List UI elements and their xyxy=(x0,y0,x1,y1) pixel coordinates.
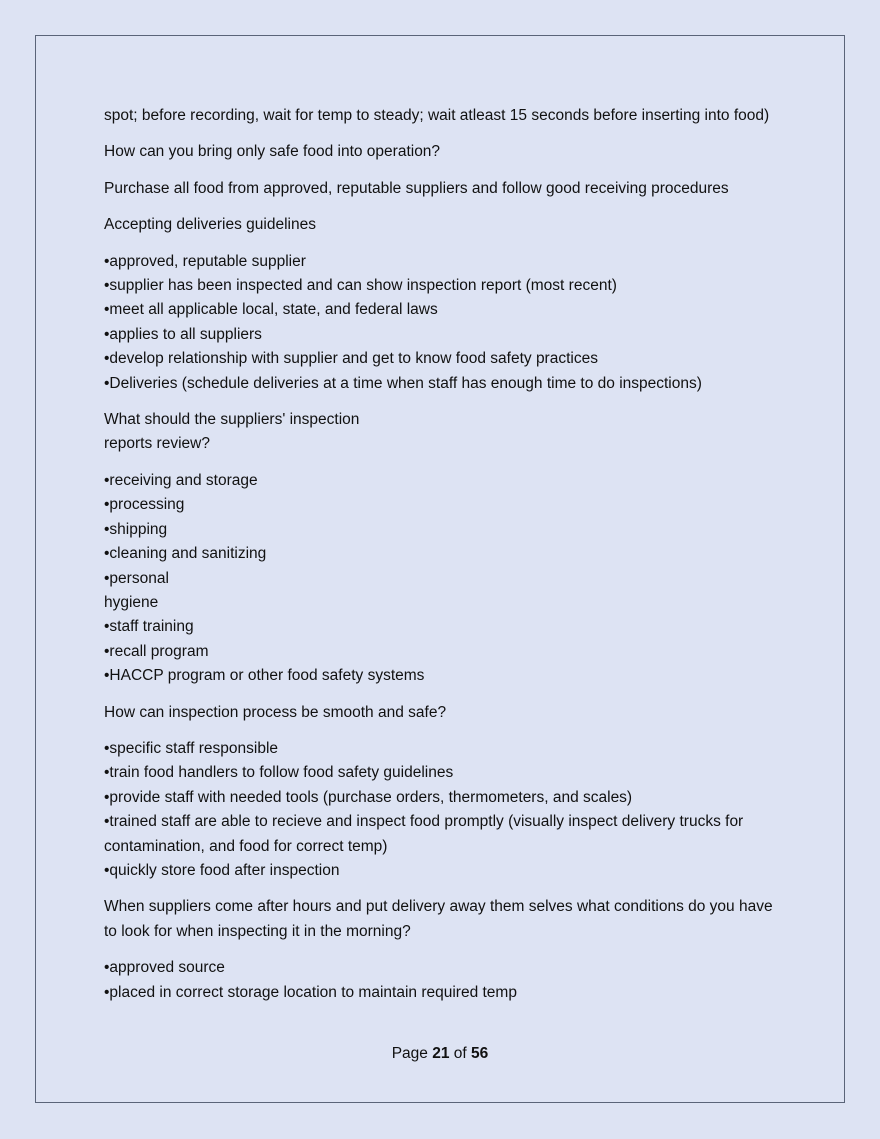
bullet-list xyxy=(104,250,784,396)
list-item: •HACCP program or other food safety systems xyxy=(104,667,425,685)
bullet-list xyxy=(104,737,784,883)
list-item: •meet all applicable local, state, and federal laws xyxy=(104,301,438,319)
list-item: •cleaning and sanitizing xyxy=(104,545,267,563)
list-item: •quickly store food after inspection xyxy=(104,861,340,879)
list-item: •approved source xyxy=(104,959,225,977)
list-item: •provide staff with needed tools (purchase orders, thermometers, and scales) xyxy=(104,788,633,806)
list-item: •specific staff responsible xyxy=(104,739,279,757)
list-item: •trained staff are able to recieve and inspect food promptly (visually inspect delivery trucks for contamination, and food for correct temp) xyxy=(104,813,744,855)
list-item: •approved, reputable supplier xyxy=(104,252,306,270)
of-label: of xyxy=(453,1045,467,1062)
list-item: •applies to all suppliers xyxy=(104,325,262,343)
list-item: •train food handlers to follow food safety guidelines xyxy=(104,764,454,782)
question-line: What should the suppliers' inspection xyxy=(104,411,360,429)
list-item: •supplier has been inspected and can show inspection report (most recent) xyxy=(104,277,617,295)
list-item: hygiene xyxy=(104,593,159,611)
list-item: •shipping xyxy=(104,520,168,538)
list-item: •recall program xyxy=(104,642,209,660)
paragraph: spot; before recording, wait for temp to steady; wait atleast 15 seconds before inserting into food) xyxy=(104,107,770,124)
list-item: •personal xyxy=(104,569,169,587)
question-heading: How can inspection process be smooth and safe? xyxy=(104,703,447,721)
list-item: •processing xyxy=(104,496,185,514)
paragraph: Purchase all food from approved, reputable suppliers and follow good receiving procedures xyxy=(104,179,729,197)
page-label: Page xyxy=(391,1045,428,1062)
current-page-number: 21 xyxy=(432,1045,450,1062)
list-item: •placed in correct storage location to maintain required temp xyxy=(104,983,517,1001)
list-item: •develop relationship with supplier and get to know food safety practices xyxy=(104,350,598,368)
list-item: •receiving and storage xyxy=(104,471,258,489)
bullet-list xyxy=(104,956,784,1005)
document-body xyxy=(104,104,784,1017)
question-heading: When suppliers come after hours and put delivery away them selves what conditions do you have to look for when inspecting it in the morning? xyxy=(104,898,773,940)
bullet-list xyxy=(104,469,784,689)
question-heading xyxy=(104,408,784,457)
list-item: •staff training xyxy=(104,618,194,636)
page-footer xyxy=(0,1045,880,1063)
section-heading: Accepting deliveries guidelines xyxy=(104,216,316,234)
list-item: •Deliveries (schedule deliveries at a time when staff has enough time to do inspections) xyxy=(104,374,702,392)
question-heading: How can you bring only safe food into operation? xyxy=(104,143,441,161)
question-line: reports review? xyxy=(104,435,210,453)
total-pages-number: 56 xyxy=(471,1045,489,1062)
